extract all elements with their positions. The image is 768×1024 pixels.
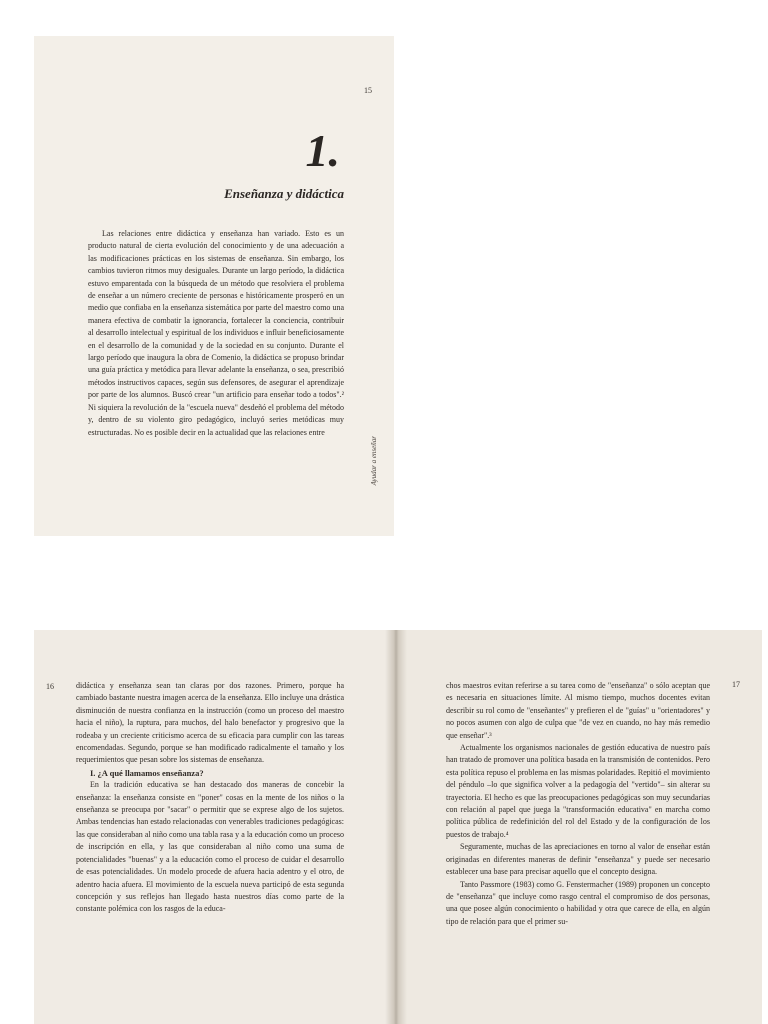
running-side-label: Ayudar a enseñar bbox=[370, 436, 378, 486]
section-heading: I. ¿A qué llamamos enseñanza? bbox=[90, 767, 204, 778]
body-text bbox=[88, 228, 344, 439]
page-15 bbox=[34, 36, 394, 536]
paragraph: Tanto Passmore (1983) como G. Fenstermacher (1989) proponen un concepto de "enseñanza" que incluye como rasgo central el compromiso de dos personas, una que posee algún conocimiento o habilidad y otra que carece de ella, en algún tipo de relación para que el primer su- bbox=[446, 879, 710, 926]
paragraph: chos maestros evitan referirse a su tarea como de "enseñanza" o sólo aceptan que es necesaria en situaciones límite. Al mismo tiempo, muchos docentes evitan describir su rol como de "enseñantes" y prefieren el de "guías" u "orientadores" y no pocos asumen con algo de culpa que "de vez en cuando, no hay más remedio que enseñar".³ bbox=[446, 681, 710, 740]
page-number: 15 bbox=[364, 86, 372, 95]
body-text bbox=[76, 680, 344, 916]
page-16 bbox=[34, 630, 396, 1024]
chapter-title: Enseñanza y didáctica bbox=[224, 186, 344, 201]
page-17 bbox=[396, 630, 762, 1024]
paragraph: En la tradición educativa se han destacado dos maneras de concebir la enseñanza: la enseñanza consiste en "poner" cosas en la mente de los niños o la enseñanza se preocupa por "sacar" o permitir que se exprese algo de los sujetos. Ambas tendencias han estado relacionadas con venerables tradiciones pedagógicas: las que consideraban al niño como una tabla rasa y a la educación como un proceso de inscripción en ella, y las que consideraban al niño como una suma de potencialidades "buenas" y a la educación como el proceso de cuidar el desarrollo de esas potencialidades. Un modelo procede de afuera hacia adentro y el otro, de adentro hacia afuera. El movimiento de la escuela nueva participó de esta segunda concepción y sus reflejos han llegado hasta nuestros días como parte de la constante polémica con los rasgos de la educa- bbox=[76, 780, 344, 914]
page-number: 17 bbox=[732, 680, 740, 689]
body-text bbox=[446, 680, 710, 928]
paragraph: didáctica y enseñanza sean tan claras por dos razones. Primero, porque ha cambiado bastante nuestra imagen acerca de la enseñanza. Ello incluye una drástica disminución de nuestra confianza en la instrucción (como un proceso del maestro hacia el niño), la ruptura, para muchos, del halo benefactor y progresivo que la rodeaba y un creciente criticismo acerca de su eficacia para cumplir con las tareas encomendadas. Segundo, porque se han modificado radicalmente el tamaño y los requerimientos que pesan sobre los sistemas de enseñanza. bbox=[76, 681, 344, 765]
paragraph: Las relaciones entre didáctica y enseñanza han variado. Esto es un producto natural de cierta evolución del conocimiento y de una adecuación a las modificaciones prácticas en los sistemas de enseñanza. Sin embargo, los cambios tuvieron ritmos muy desiguales. Durante un largo período, la didáctica estuvo emparentada con la búsqueda de un método que resolviera el problema de enseñar a un número creciente de personas e históricamente prosperó en un medio que confiaba en la enseñanza sistemática por parte del maestro como una manera efectiva de combatir la ignorancia, fortalecer la conciencia, contribuir al desarrollo intelectual y espiritual de los individuos e influir beneficiosamente en el desarrollo de la comunidad y de la sociedad en su conjunto. Durante el largo período que inaugura la obra de Comenio, la didáctica se propuso brindar una guía práctica y metódica para llevar adelante la enseñanza, o sea, prescribió métodos instructivos capaces, según sus defensores, de asegurar el aprendizaje por parte de los alumnos. Buscó crear "un artificio para enseñar todo a todos".² Ni siquiera la revolución de la "escuela nueva" desdeñó el problema del método y, dentro de su violento giro pedagógico, incluyó series metódicas muy estructuradas. No es posible decir en la actualidad que las relaciones entre bbox=[88, 229, 344, 437]
book-gutter bbox=[385, 630, 407, 1024]
page-number: 16 bbox=[46, 682, 54, 691]
paragraph: Seguramente, muchas de las apreciaciones en torno al valor de enseñar están originadas en diferentes maneras de definir "enseñanza" y puede ser necesario establecer una base para precisar aquello que el concepto designa. bbox=[446, 842, 710, 877]
paragraph: Actualmente los organismos nacionales de gestión educativa de nuestro país han tratado de promover una política basada en la transmisión de contenidos. Pero esta política repuso el problema en las mismas polaridades. Repitió el movimiento del péndulo –lo que significa volver a la pedagogía del "vertido"– sin alterar su trayectoria. El hecho es que las preocupaciones pedagógicas son muy secundarias con relación al papel que juega la "transformación educativa" en marcha como política pública de redefinición del rol del Estado y de la configuración de los puestos de trabajo.⁴ bbox=[446, 743, 710, 839]
chapter-number: 1. bbox=[305, 125, 340, 176]
